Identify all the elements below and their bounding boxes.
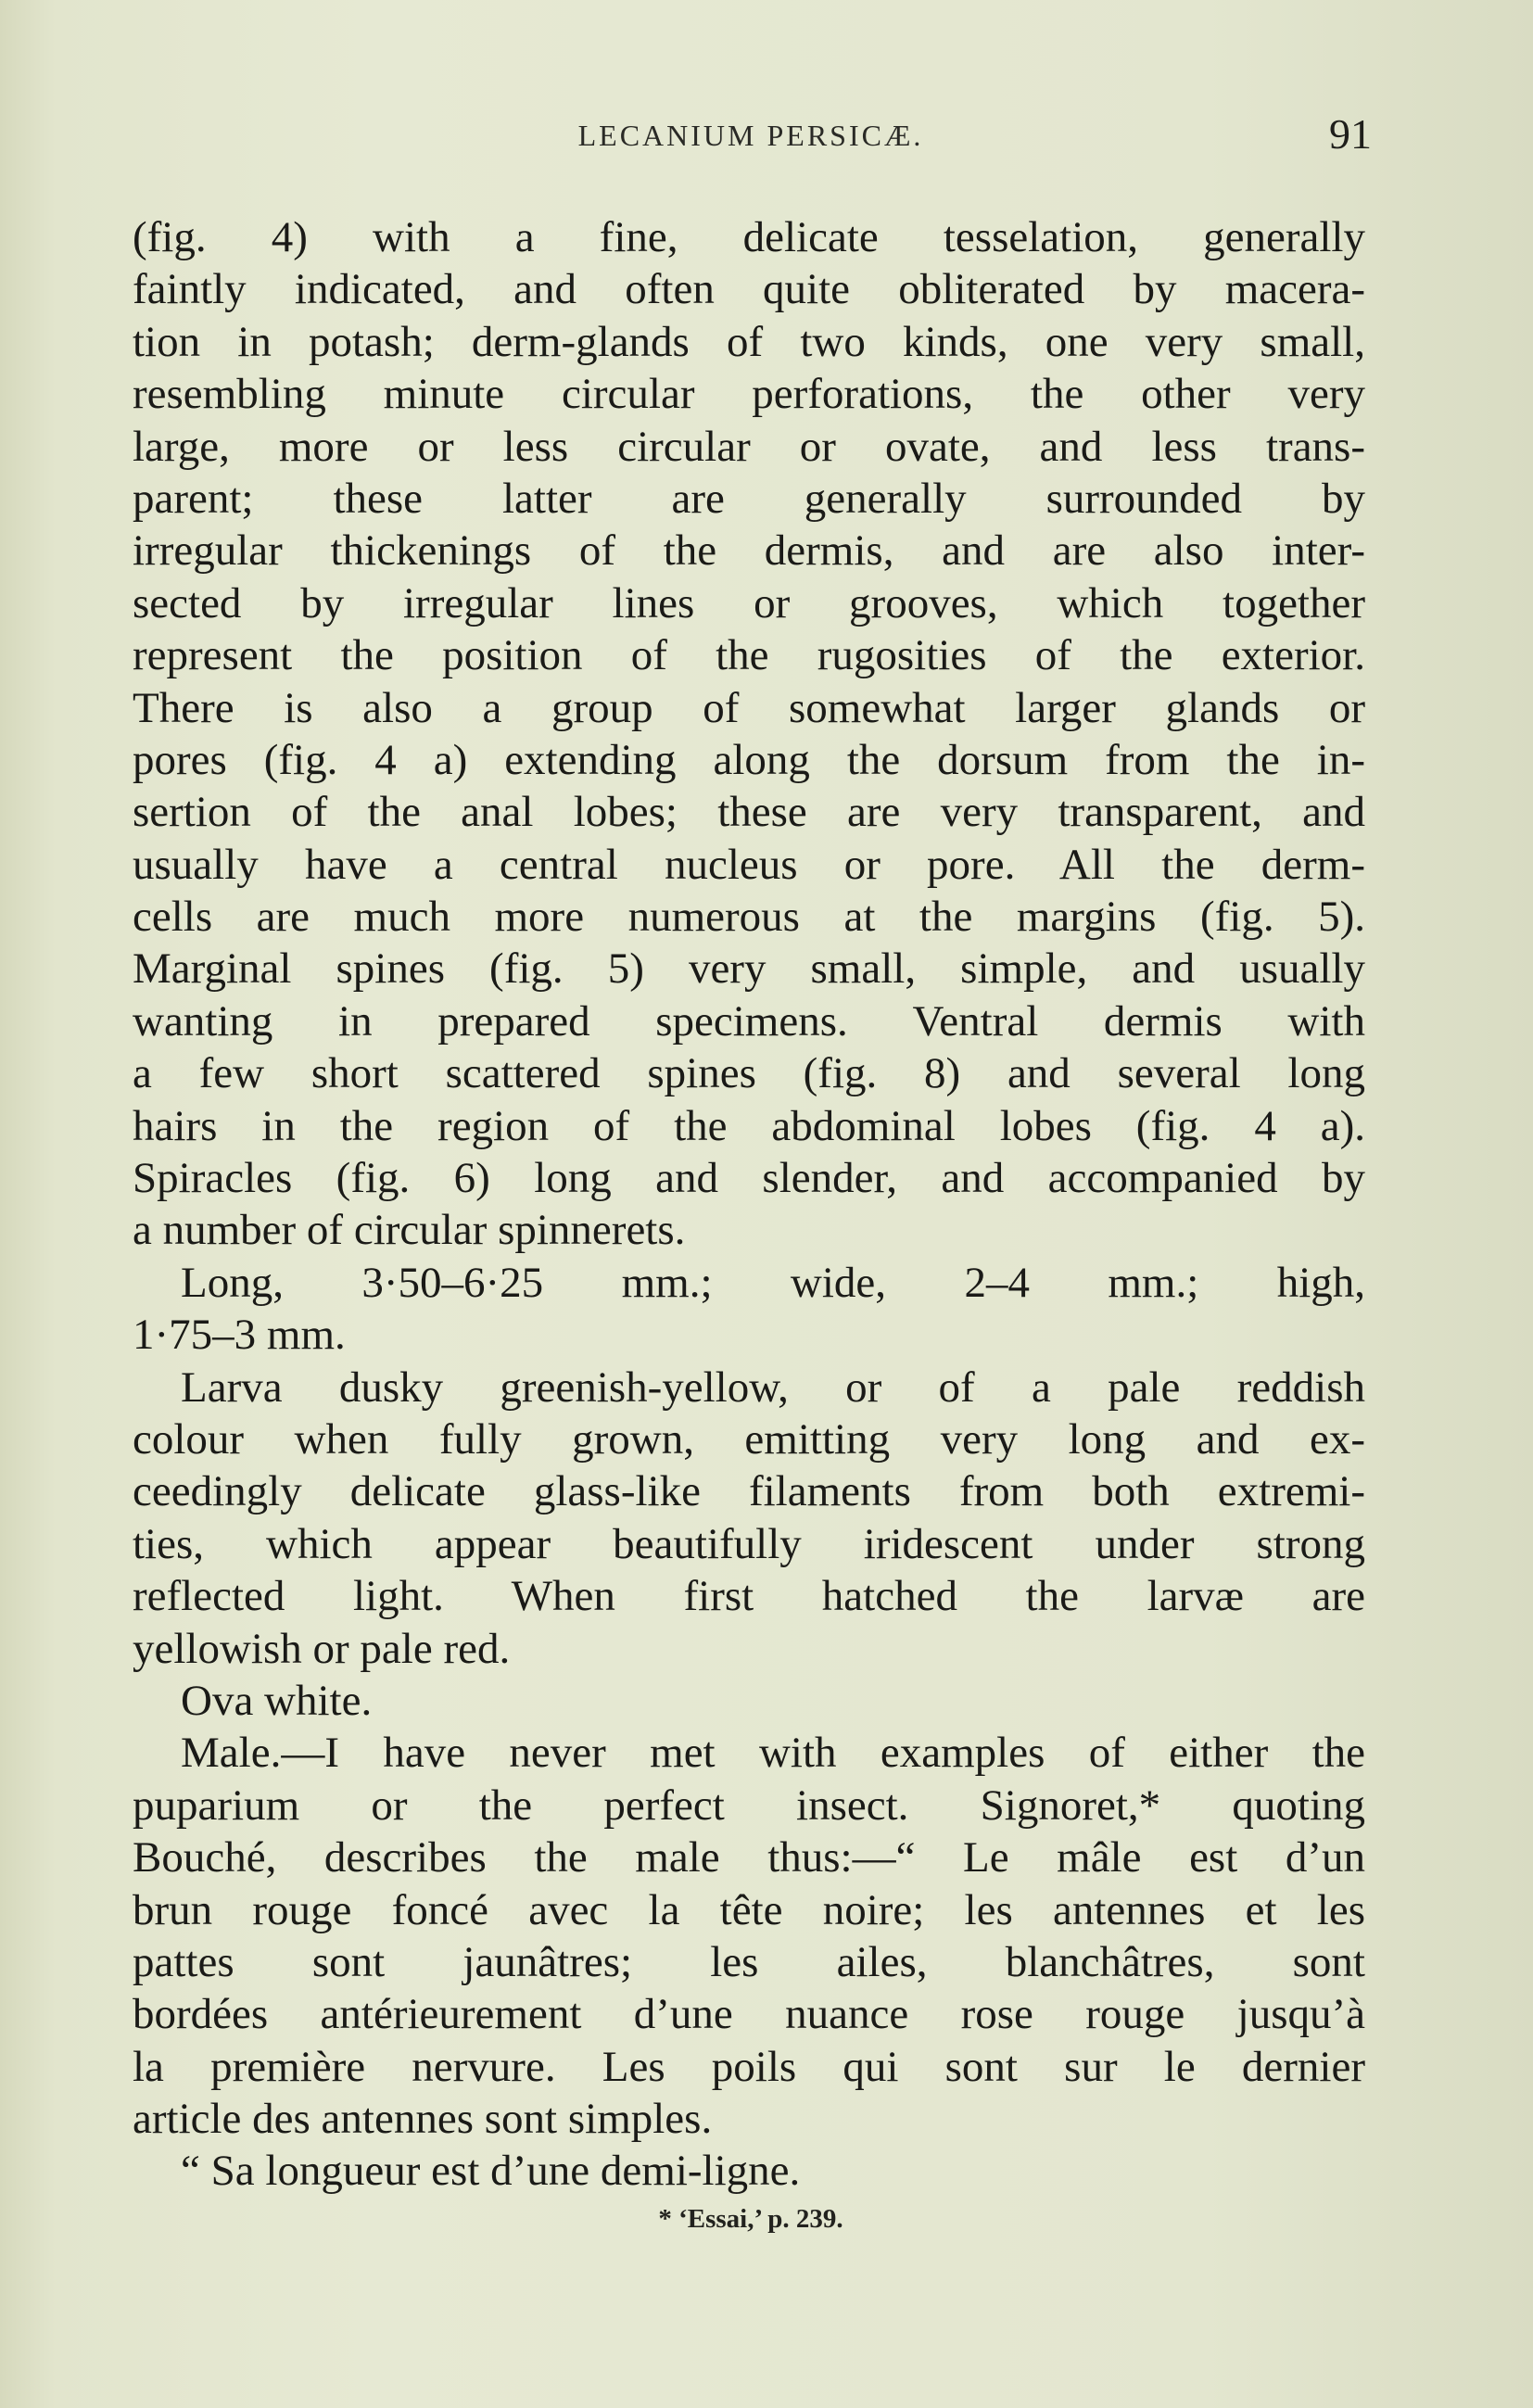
page-header bbox=[130, 109, 1372, 165]
text-line: la première nervure. Les poils qui sont sur le dernier bbox=[133, 2042, 1365, 2091]
text-line: reflected light. When first hatched the larvæ are bbox=[133, 1572, 1365, 1621]
text-line: a few short scattered spines (fig. 8) and several long bbox=[133, 1049, 1365, 1098]
text-line: cells are much more numerous at the margins (fig. 5). bbox=[133, 893, 1365, 942]
text-line: resembling minute circular perforations, the other very bbox=[133, 370, 1365, 419]
text-line: 1·75–3 mm. bbox=[133, 1311, 346, 1360]
text-line: Long, 3·50–6·25 mm.; wide, 2–4 mm.; high, bbox=[181, 1258, 1365, 1307]
text-line: article des antennes sont simples. bbox=[133, 2095, 713, 2144]
text-line: colour when fully grown, emitting very long and ex- bbox=[133, 1414, 1365, 1464]
text-line: parent; these latter are generally surrounded by bbox=[133, 474, 1365, 523]
text-line: tion in potash; derm-glands of two kinds, one very small, bbox=[133, 317, 1365, 366]
text-line: “ Sa longueur est d’une demi-ligne. bbox=[181, 2147, 801, 2196]
text-line: pores (fig. 4 a) extending along the dorsum from the in- bbox=[133, 735, 1365, 784]
text-line: Larva dusky greenish-yellow, or of a pale reddish bbox=[181, 1362, 1365, 1412]
text-line: yellowish or pale red. bbox=[133, 1624, 511, 1673]
text-line: Bouché, describes the male thus:—“ Le mâle est d’un bbox=[133, 1833, 1365, 1882]
text-line: irregular thickenings of the dermis, and are also inter- bbox=[133, 526, 1365, 576]
text-line: hairs in the region of the abdominal lobes (fig. 4 a). bbox=[133, 1101, 1365, 1150]
footnote: * ‘Essai,’ p. 239. bbox=[658, 2204, 843, 2234]
text-line: ties, which appear beautifully iridescent under strong bbox=[133, 1519, 1365, 1568]
text-line: represent the position of the rugosities of the exterior. bbox=[133, 631, 1365, 680]
text-line: bordées antérieurement d’une nuance rose rouge jusqu’à bbox=[133, 1990, 1365, 2039]
page-number: 91 bbox=[1329, 110, 1372, 158]
text-line: ceedingly delicate glass-like filaments from both extremi- bbox=[133, 1467, 1365, 1516]
text-line: Male.—I have never met with examples of either the bbox=[181, 1729, 1365, 1778]
text-line: There is also a group of somewhat larger glands or bbox=[133, 683, 1365, 732]
text-line: Marginal spines (fig. 5) very small, simple, and usually bbox=[133, 944, 1365, 994]
text-line: wanting in prepared specimens. Ventral dermis with bbox=[133, 996, 1365, 1046]
body-text bbox=[133, 211, 1365, 2198]
text-line: puparium or the perfect insect. Signoret,* quoting bbox=[133, 1781, 1365, 1830]
text-line: brun rouge foncé avec la tête noire; les antennes et les bbox=[133, 1885, 1365, 1934]
text-line: sected by irregular lines or grooves, which together bbox=[133, 578, 1365, 627]
running-title: LECANIUM PERSICÆ. bbox=[577, 119, 924, 152]
text-line: Ova white. bbox=[181, 1676, 373, 1725]
text-line: faintly indicated, and often quite obliterated by macera- bbox=[133, 265, 1365, 314]
text-line: pattes sont jaunâtres; les ailes, blanchâtres, sont bbox=[133, 1937, 1365, 1986]
text-line: large, more or less circular or ovate, and less trans- bbox=[133, 422, 1365, 471]
text-line: Spiracles (fig. 6) long and slender, and accompanied by bbox=[133, 1154, 1365, 1203]
text-line: sertion of the anal lobes; these are very transparent, and bbox=[133, 788, 1365, 837]
text-line: (fig. 4) with a fine, delicate tesselation, generally bbox=[133, 213, 1365, 261]
text-line: usually have a central nucleus or pore. All the derm- bbox=[133, 840, 1365, 889]
text-line: a number of circular spinnerets. bbox=[133, 1206, 686, 1255]
